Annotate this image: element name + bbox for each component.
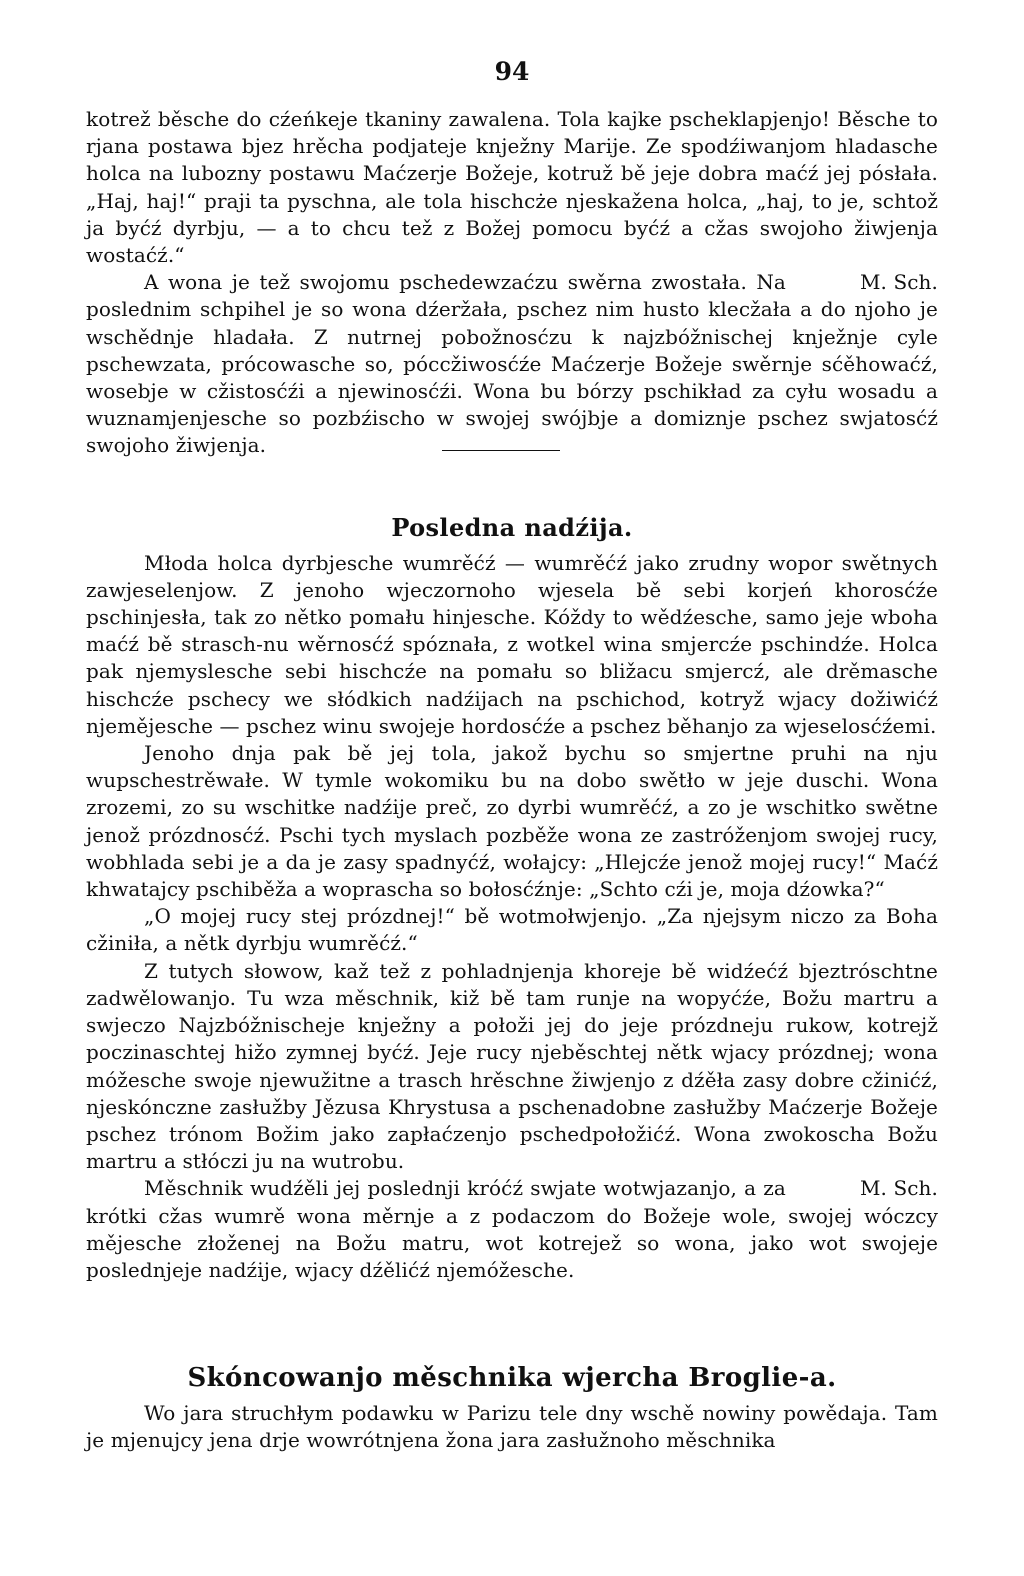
paragraph-2-text: A wona je tež swojomu pschedewzaćzu swěrna zwostała. Na poslednim schpihel je so wona dźeržała, pschez nim husto klecžała a do njoho je wschědnje hladała. Z nutrnej pobožnosćzu k najzbóžnischej knježnje cyle pschewzata, prócowasche so, póccžiwosćźe Maćzerje Božeje swěrnje sćěhowaćź, wosebje w cžistosćźi a njewinosćźi. Wona bu bórzy pschikład za cyłu wosadu a wuznamjenjesche so pozbźischo w swojej swójbje a domiznje pschez swjatosćź swojoho žiwjenja. <box>86 270 938 458</box>
signature-2: M. Sch. <box>859 1176 938 1201</box>
paragraph-7 <box>86 1175 938 1284</box>
book-page <box>86 52 938 1455</box>
paragraph-8: Wo jara struchłym podawku w Parizu tele dny wschě nowiny powědaja. Tam je mjenujcy jena drje wowrótnjena žona jara zasłužnoho měschnika <box>86 1401 938 1453</box>
article-heading-posledna-nadzija: Posledna nadźija. <box>391 512 633 542</box>
page-number: 94 <box>494 57 530 86</box>
paragraph-6: Z tutych słowow, kaž tež z pohladnjenja khorejе bě widźećź bjeztróschtne zadwělowanjo. Tu wza měschnik, kiž bě tam runje na wopyćźe, Božu martru a swjeczo Najzbóžnischeje knježny a połoži jej do jeje prózdneju rukow, kotrejž poczinaschtej hižo zymnej byćź. Jeje rucy njeběschtej nětk wjacy prózdnej; wona móžesche swoje njewužitne a trasch hrěschne žiwjenjo z dźěła zasy dobre cžinićź, njeskónczne zasłužby Jězusa Khrystusa a pschenadobne zasłužby Maćzerje Božeje pschez trónom Božim jako zapłaćzenjo pschedpołožićź. Wona zwokoscha Božu martru a stłóczi ju na wutrobu. <box>86 958 938 1174</box>
paragraph-1: kotrež běsche do cźeńkeje tkaniny zawalena. Tola kajke pscheklapjenjo! Běsche to rjana postawa bjez hrěcha podjateje knježny Marije. Ze spodźiwanjom hladasche holca na lubozny postawu Maćzerje Božeje, kotruž bě jeje dobra maćź jej pósłała. „Haj, haj!“ praji ta pyschna, ale tola hischcże njeskažena holca, „haj, to je, schtož ja byćź dyrbju, — a to chcu tež z Božej pomocu byćź a cžas swojoho žiwjenja wostaćź.“ <box>86 107 938 268</box>
signature-1: M. Sch. <box>859 270 938 295</box>
paragraph-3: Młoda holca dyrbjesche wumrěćź — wumrěćź jako zrudny wopor swětnych zawjeselenjow. Z jenoho wjeczornoho wjesela bě sebi korjeń khorosćźe pschinjesła, tak zo nětko pomału hinjesche. Kóždy to wědźesche, samo jeje wboha maćź bě strasch-nu wěrnosćź spóznała, z wotkel wina smjercźe pschindźe. Holca pak njemyslesche sebi hischcźe na pomału so bližacu smjercź, ale drěmasche hischcźe pschecy we słódkich nadźijach na pschichod, kotryž wjacy dožiwićź njemějesche — pschez winu swojeje hordosćźe a pschez běhanjo za wjeselosćźemi. <box>86 550 938 738</box>
section-divider <box>86 460 938 486</box>
paragraph-7-text: Měschnik wudźěli jej poslednji króćź swjate wotwjazanjo, a za krótki cžas wumrě wona měrnje a z podaczom do Božeje wole, swojej wóczcy mějesche złoženej na Božu matru, wot kotrejež so wona, jako wot swojeje poslednjeje nadźije, wjacy dźělićź njemóžesche. <box>86 1176 938 1282</box>
paragraph-5: „O mojej rucy stej prózdnej!“ bě wotmołwjenjo. „Za njejsym niczo za Boha cžiniła, a nětk dyrbju wumrěćź.“ <box>86 904 938 956</box>
article-heading-skoncowanjo: Skóncowanjo měschnika wjercha Broglie-a. <box>187 1363 837 1394</box>
paragraph-2 <box>86 269 938 459</box>
paragraph-4: Jenoho dnja pak bě jej tola, jakož bychu so smjertne pruhi na nju wupschestrěwałe. W tymle wokomiku bu na dobo swětło w jeje duschi. Wona zrozemi, zo su wschitke nadźije preč, zo dyrbi wumrěćź, a zo je wschitko swětne jenož prózdnosćź. Pschi tych myslach pozběže wona ze zastróženjom swojej rucy, wobhlada sebi je a da je zasy spadnyćź, wołajcy: „Hlejcźe jenož mojej rucy!“ Maćź khwatajcy pschiběža a woprascha so bołosćźnje: „Schto cźi je, moja dźowka?“ <box>86 741 938 902</box>
divider-line <box>442 450 560 451</box>
